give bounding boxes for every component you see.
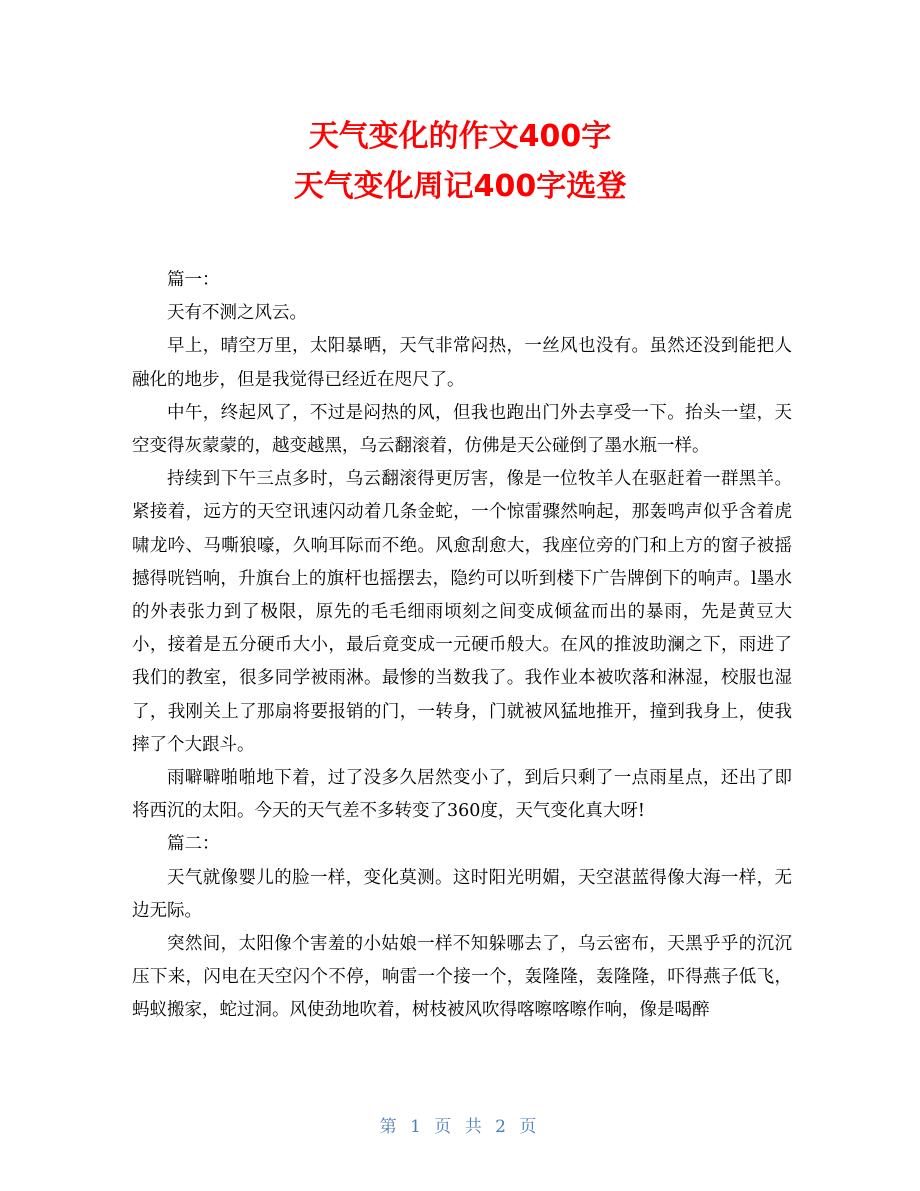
paragraph: 突然间，太阳像个害羞的小姑娘一样不知躲哪去了，乌云密布，天黑乎乎的沉沉压下来，闪电在天空闪个不停，响雷一个接一个，轰隆隆，轰隆隆，吓得燕子低飞，蚂蚁搬家，蛇过洞。风使劲地吹着，树枝被风吹得喀嚓喀嚓作响，像是喝醉: [132, 934, 792, 1021]
page-indicator: 第 1 页 共 2 页: [379, 1117, 541, 1137]
title-line-1: 天气变化的作文400字: [308, 119, 612, 154]
title-line-2: 天气变化周记400字选登: [293, 169, 627, 204]
paragraph-heading-part1: 篇一：: [167, 270, 220, 290]
paragraph: 天有不测之风云。: [167, 303, 307, 324]
paragraph: 早上，晴空万里，太阳暴晒，天气非常闷热，一丝风也没有。虽然还没到能把人融化的地步，但是我觉得已经近在咫尺了。: [132, 336, 792, 390]
paragraph: 持续到下午三点多时，乌云翻滚得更厉害，像是一位牧羊人在驱赶着一群黑羊。紧接着，远方的天空讯速闪动着几条金蛇，一个惊雷骤然响起，那轰鸣声似乎含着虎啸龙吟、马嘶狼嚎，久响耳际而不绝。风愈刮愈大，我座位旁的门和上方的窗子被摇撼得咣铛响，升旗台上的旗杆也摇摆去，隐约可以听到楼下广告牌倒下的响声。l墨水的外表张力到了极限，原先的毛毛细雨顷刻之间变成倾盆而出的暴雨，先是黄豆大小，接着是五分硬币大小，最后竟变成一元硬币般大。在风的推波助澜之下，雨进了我们的教室，很多同学被雨淋。最惨的当数我了。我作业本被吹落和淋湿，校服也湿了，我刚关上了那扇将要报销的门，一转身，门就被风猛地推开，撞到我身上，使我摔了个大跟斗。: [132, 469, 792, 755]
document-body: [132, 264, 792, 1028]
paragraph: 天气就像婴儿的脸一样，变化莫测。这时阳光明媚，天空湛蓝得像大海一样，无边无际。: [132, 867, 792, 921]
paragraph: 雨噼噼啪啪地下着，过了没多久居然变小了，到后只剩了一点雨星点，还出了即将西沉的太阳。今天的天气差不多转变了360度，天气变化真大呀!: [132, 768, 792, 822]
document-title: [0, 112, 920, 212]
paragraph-heading-part2: 篇二：: [167, 834, 220, 855]
paragraph: 中午，终起风了，不过是闷热的风，但我也跑出门外去享受一下。抬头一望，天空变得灰蒙蒙的，越变越黑，乌云翻滚着，仿佛是天公碰倒了墨水瓶一样。: [132, 402, 792, 457]
